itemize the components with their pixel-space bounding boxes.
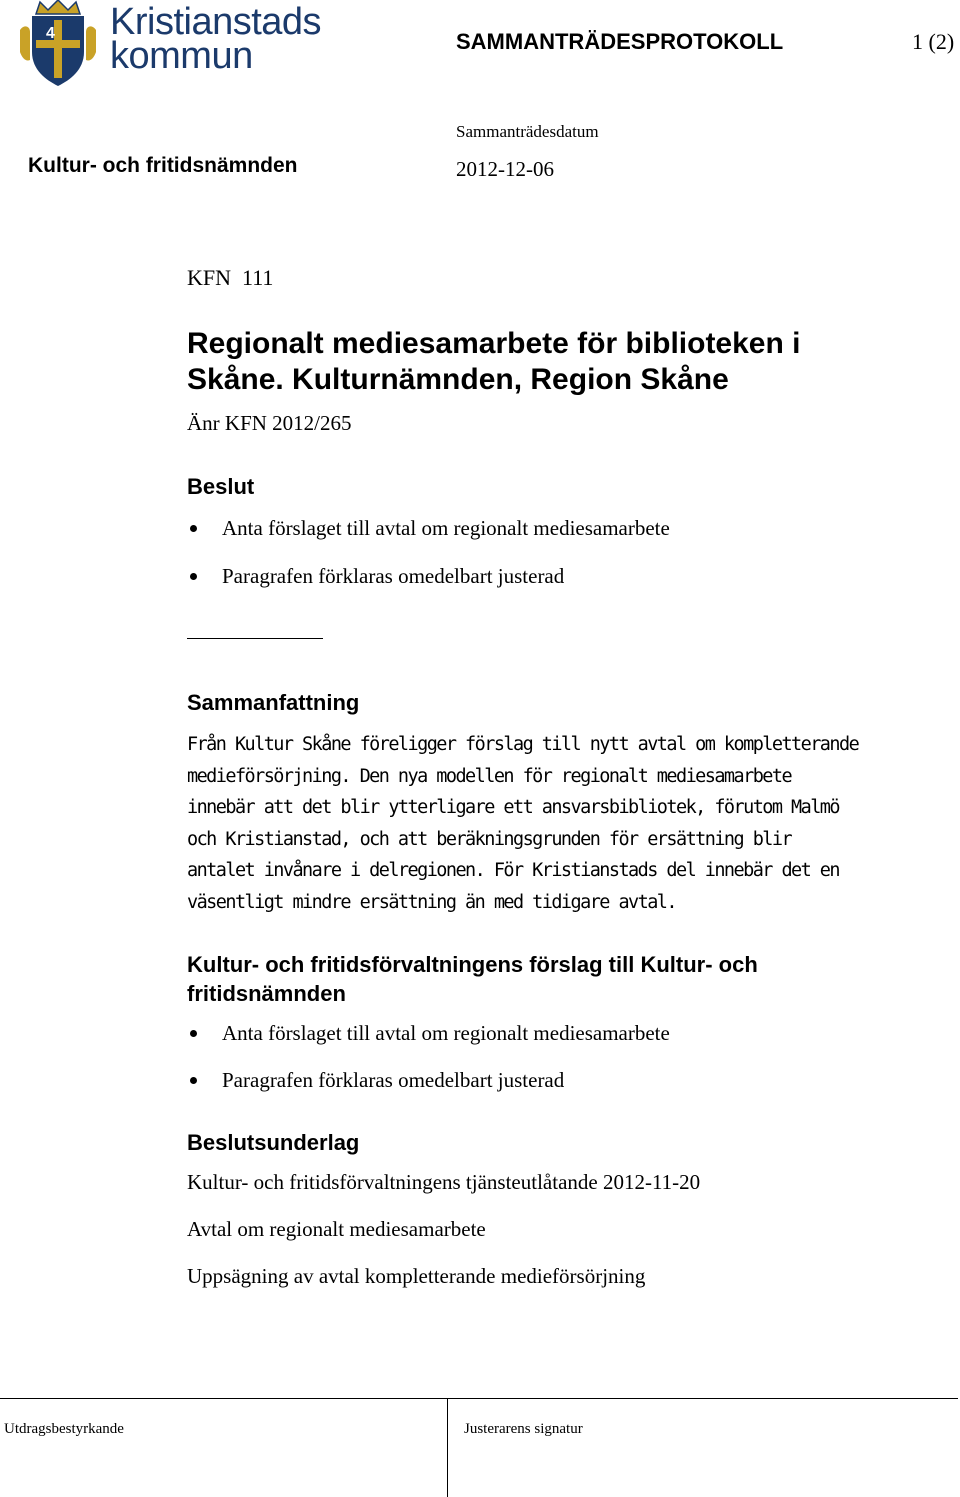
footer-certification-label: Utdragsbestyrkande bbox=[4, 1421, 124, 1437]
beslutsunderlag-item: Uppsägning av avtal kompletterande medieförsörjning bbox=[187, 1264, 646, 1288]
beslut-list bbox=[187, 516, 670, 588]
summary-text: Från Kultur Skåne föreligger förslag till nytt avtal om kompletterande medieförsörjning. Den nya modellen för regionalt mediesamarbete innebär att det blir ytterligare ett ansvarsbibliotek, förutom Malmö och Kristianstad, och att beräkningsgrunden för ersättning blir antalet invånare i delregionen. För Kristianstads del innebär det en väsentligt mindre ersättning än med tidigare avtal. bbox=[187, 734, 859, 913]
footer-signature-label: Justerarens signatur bbox=[464, 1421, 583, 1437]
beslut-heading: Beslut bbox=[187, 474, 255, 499]
forslag-heading: Kultur- och fritidsförvaltningens förslag till Kultur- och fritidsnämnden bbox=[187, 952, 758, 1006]
page-number: 1 (2) bbox=[912, 29, 955, 54]
case-number: Änr KFN 2012/265 bbox=[187, 411, 352, 435]
footer-column-divider bbox=[447, 1398, 448, 1497]
beslutsunderlag-heading: Beslutsunderlag bbox=[187, 1130, 360, 1155]
footer-divider bbox=[0, 1398, 958, 1399]
divider bbox=[187, 638, 323, 639]
svg-text:4: 4 bbox=[46, 25, 55, 42]
forslag-list bbox=[187, 1021, 670, 1092]
list-item: Paragrafen förklaras omedelbart justerad bbox=[187, 564, 670, 588]
coat-of-arms-icon bbox=[18, 0, 98, 88]
document-type: SAMMANTRÄDESPROTOKOLL bbox=[456, 29, 784, 54]
list-item: Anta förslaget till avtal om regionalt mediesamarbete bbox=[187, 1021, 670, 1045]
page-title: Regionalt mediesamarbete för biblioteken i Skåne. Kulturnämnden, Region Skåne bbox=[187, 327, 801, 396]
paragraph-reference: KFN 111 bbox=[187, 265, 274, 290]
committee-name: Kultur- och fritidsnämnden bbox=[28, 154, 298, 177]
logo bbox=[18, 0, 322, 88]
beslutsunderlag-item: Avtal om regionalt mediesamarbete bbox=[187, 1217, 486, 1241]
list-item: Anta förslaget till avtal om regionalt mediesamarbete bbox=[187, 516, 670, 540]
list-item: Paragrafen förklaras omedelbart justerad bbox=[187, 1068, 670, 1092]
meeting-date: 2012-12-06 bbox=[456, 157, 554, 181]
beslutsunderlag-item: Kultur- och fritidsförvaltningens tjänsteutlåtande 2012-11-20 bbox=[187, 1170, 701, 1194]
logo-name-line2: kommun bbox=[110, 35, 253, 77]
logo-name-line1: Kristianstads bbox=[110, 1, 322, 43]
sammanfattning-heading: Sammanfattning bbox=[187, 690, 360, 715]
date-label: Sammanträdesdatum bbox=[456, 122, 599, 141]
